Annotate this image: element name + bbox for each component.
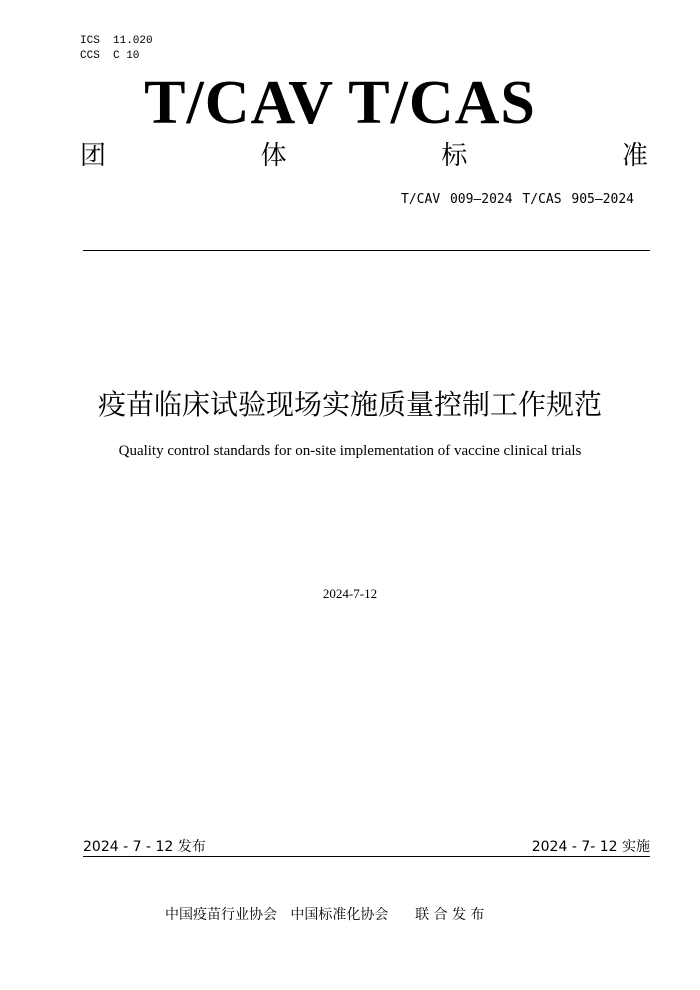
implement-date: 2024 - 7- 12 实施 [531, 839, 650, 855]
ccs-code: CCS C 10 [80, 50, 140, 62]
issuer-org: 中国标准化协会 [290, 907, 389, 923]
standard-type-char: 体 [260, 140, 287, 171]
document-title-english: Quality control standards for on-site implementation of vaccine clinical trials [118, 443, 582, 459]
issuing-organizations [165, 904, 484, 924]
standard-logo [0, 70, 700, 136]
issuer-org: 中国疫苗行业协会 [165, 907, 277, 923]
ics-code: ICS 11.020 [80, 35, 153, 47]
logo-text: T/CAV T/CAS [144, 69, 536, 137]
publish-date: 2024 - 7 - 12 发布 [83, 839, 206, 855]
draft-date: 2024-7-12 [322, 586, 378, 601]
bottom-divider [83, 856, 650, 857]
top-divider [83, 250, 650, 251]
standard-codes: T/CAV 009—2024 T/CAS 905—2024 [401, 192, 634, 207]
joint-release-label: 联 合 发 布 [415, 907, 485, 923]
document-title-chinese: 疫苗临床试验现场实施质量控制工作规范 [97, 388, 602, 421]
standard-type-char: 团 [80, 140, 107, 171]
standard-type-char: 标 [441, 140, 468, 171]
standard-type-heading [80, 136, 648, 170]
classification-codes [80, 34, 153, 64]
publication-dates [83, 836, 650, 856]
standard-type-char: 准 [621, 140, 648, 171]
